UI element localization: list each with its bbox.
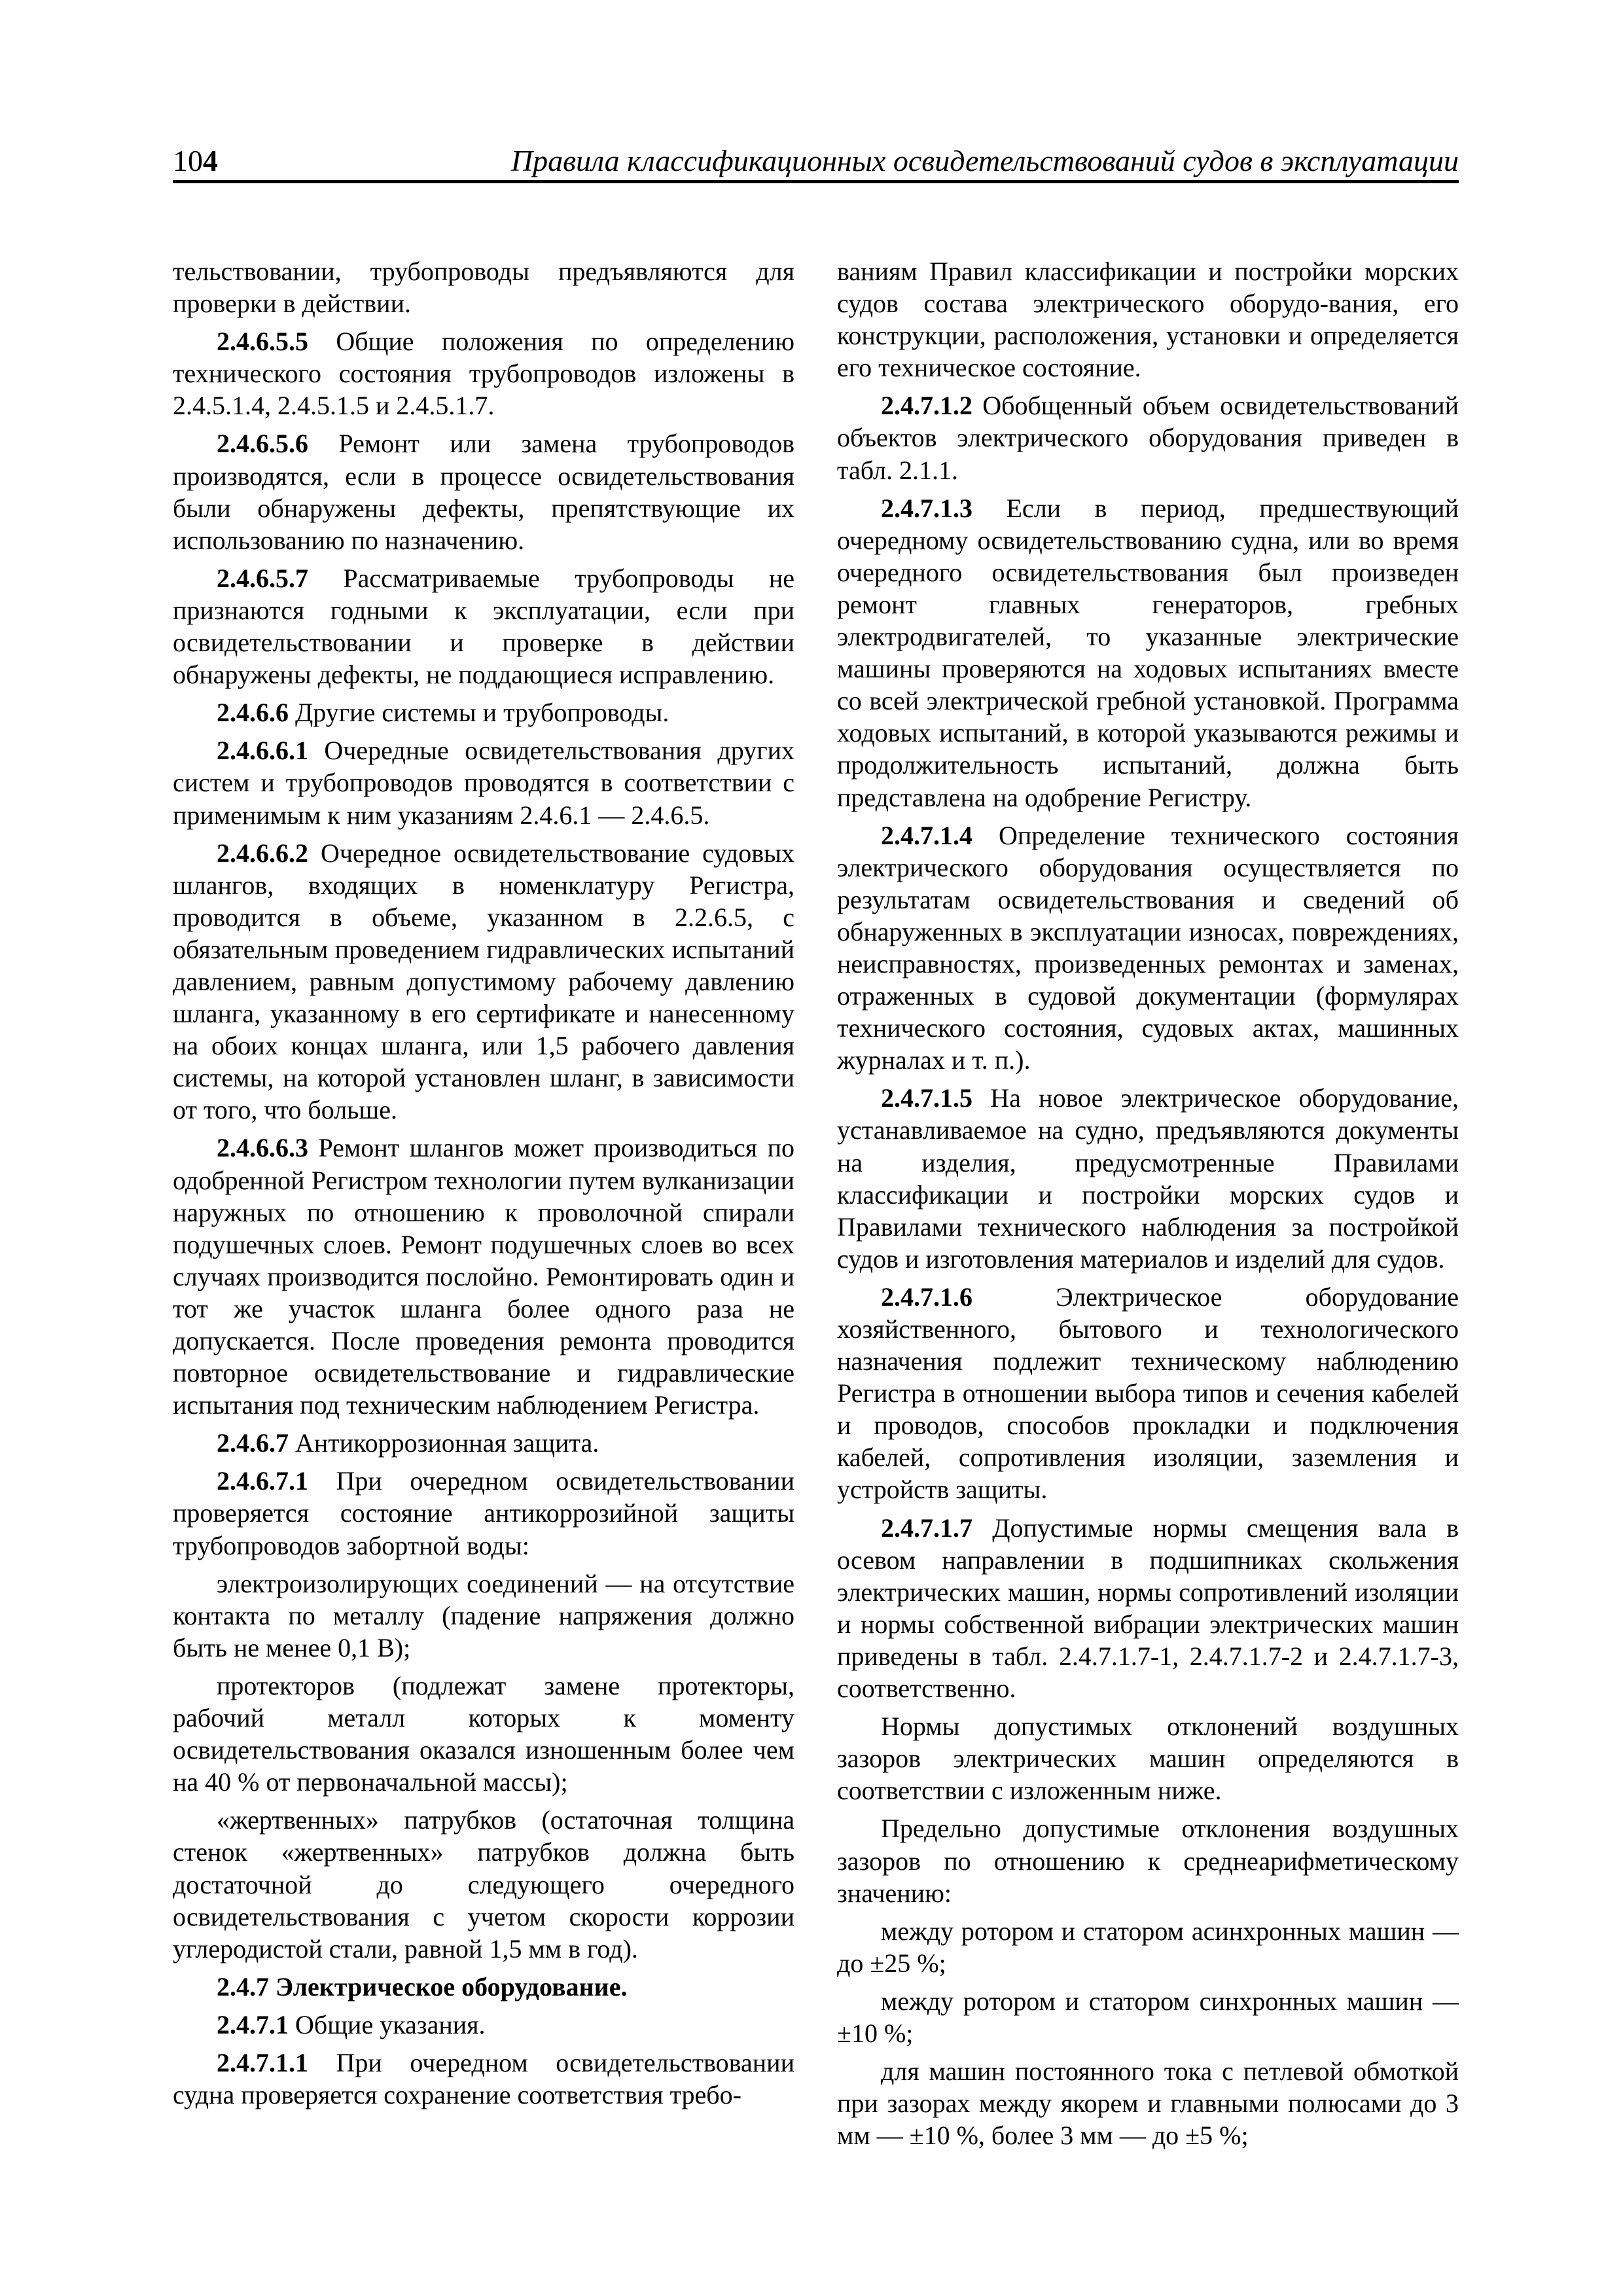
clause-number: 2.4.7.1.4 [881,820,972,850]
clause-number: 2.4.7.1.7 [881,1513,972,1543]
clause-number: 2.4.6.6.3 [217,1133,308,1163]
clause-number: 2.4.6.6.1 [217,736,308,766]
paragraph: 2.4.6.6.3 Ремонт шлангов может производиться по одобренной Регистром технологии путем вулканизации наружных по отношению к проволочной спирали подушечных слоев. Ремонт подушечных слоев во всех случаях производится послойно. Ремонтировать один и тот же участок шланга более одного раза не допускается. После проведения ремонта проводится повторное освидетельствование и гидравлические испытания под техническим наблюдением Регистра. [173,1133,794,1420]
paragraph: Предельно допустимые отклонения воздушных зазоров по отношению к среднеарифметическому значению: [837,1814,1459,1908]
list-item: для машин постоянного тока с петлевой обмоткой при зазорах между якорем и главными полюсами до 3 мм — ±10 %, более 3 мм — до ±5 %; [837,2056,1459,2151]
clause-number: 2.4.7.1 [217,2009,289,2039]
clause-number: 2.4.6.7 [217,1428,289,1458]
paragraph: Нормы допустимых отклонений воздушных зазоров электрических машин определяются в соответствии с изложенным ниже. [837,1712,1459,1806]
left-column [173,255,794,2111]
paragraph: 2.4.6.7.1 При очередном освидетельствовании проверяется состояние антикоррозийной защиты трубопроводов забортной воды: [173,1466,794,1560]
paragraph: 2.4.6.6 Другие системы и трубопроводы. [217,698,669,728]
paragraph: 2.4.6.7 Антикоррозионная защита. [217,1428,599,1458]
paragraph: тельствовании, трубопроводы предъявляются для проверки в действии. [173,257,794,319]
clause-number: 2.4.7.1.6 [881,1282,972,1312]
list-item: между ротором и статором асинхронных машин — до ±25 %; [837,1916,1459,1978]
clause-number: 2.4.7.1.1 [217,2047,308,2077]
paragraph: 2.4.6.6.1 Очередные освидетельствования других систем и трубопроводов проводятся в соответствии с применимым к ним указаниям 2.4.6.1 — 2.4.6.5. [173,736,794,830]
section-heading: 2.4.7 Электрическое оборудование. [217,1971,628,2001]
paragraph: 2.4.7.1.5 На новое электрическое оборудование, устанавливаемое на судно, предъявляются документы на изделия, предусмотренные Правилами классификации и постройки морских судов и Правилами технического наблюдения за постройкой судов и изготовления материалов и изделий для судов. [837,1083,1459,1274]
page-number: 104 [173,144,218,177]
paragraph: 2.4.7.1.4 Определение технического состояния электрического оборудования осуществляется по результатам освидетельствования и сведений об обнаруженных в эксплуатации износах, повреждениях, неисправностях, произведенных ремонтах и заменах, отраженных в судовой документации (формулярах технического состояния, судовых актах, машинных журналах и т. п.). [837,820,1459,1075]
running-title: Правила классификационных освидетельствований судов в эксплуатации [510,144,1459,177]
page-header [173,134,1459,183]
clause-number: 2.4.7.1.3 [881,493,972,523]
clause-number: 2.4.6.5.6 [217,429,308,459]
paragraph: 2.4.7.1.2 Обобщенный объем освидетельствований объектов электрического оборудования приведен в табл. 2.1.1. [837,391,1459,485]
clause-number: 2.4.6.6.2 [217,838,308,868]
paragraph: 2.4.6.5.7 Рассматриваемые трубопроводы не признаются годными к эксплуатации, если при освидетельствовании и проверке в действии обнаружены дефекты, не поддающиеся исправлению. [173,563,794,690]
paragraph: 2.4.7.1.3 Если в период, предшествующий очередному освидетельствованию судна, или во время очередного освидетельствования был произведен ремонт главных генераторов, гребных электродвигателей, то указанные электрические машины проверяются на ходовых испытаниях вместе со всей электрической гребной установкой. Программа ходовых испытаний, в которой указываются режимы и продолжительность испытаний, должна быть представлена на одобрение Регистру. [837,493,1459,812]
paragraph: 2.4.6.5.5 Общие положения по определению технического состояния трубопроводов изложены в 2.4.5.1.4, 2.4.5.1.5 и 2.4.5.1.7. [173,327,794,421]
clause-number: 2.4.7.1.5 [881,1083,972,1113]
clause-number: 2.4.6.5.5 [217,327,308,357]
clause-number: 2.4.7.1.2 [881,391,972,421]
clause-number: 2.4.6.5.7 [217,563,308,593]
clause-number: 2.4.6.6 [217,698,289,728]
clause-number: 2.4.6.7.1 [217,1466,308,1496]
paragraph: 2.4.6.5.6 Ремонт или замена трубопроводов производятся, если в процессе освидетельствования были обнаружены дефекты, препятствующие их использованию по назначению. [173,429,794,555]
paragraph: ваниям Правил классификации и постройки морских судов состава электрического оборудо-вания, его конструкции, расположения, установки и определяется его техническое состояние. [837,257,1459,383]
right-column [837,255,1459,2151]
paragraph: 2.4.7.1 Общие указания. [217,2009,486,2039]
paragraph: 2.4.6.6.2 Очередное освидетельствование судовых шлангов, входящих в номенклатуру Регистра, проводится в объеме, указанном в 2.2.6.5, с обязательным проведением гидравлических испытаний давлением, равным допустимому рабочему давлению шланга, указанному в его сертификате и нанесенному на обоих концах шланга, или 1,5 рабочего давления системы, на которой установлен шланг, в зависимости от того, что больше. [173,838,794,1125]
list-item: протекторов (подлежат замене протекторы, рабочий металл которых к моменту освидетельствования оказался изношенным более чем на 40 % от первоначальной массы); [173,1670,794,1797]
paragraph: 2.4.7.1.6 Электрическое оборудование хозяйственного, бытового и технологического назначения подлежит техническому наблюдению Регистра в отношении выбора типов и сечения кабелей и проводов, способов прокладки и подключения кабелей, сопротивления изоляции, заземления и устройств защиты. [837,1282,1459,1505]
list-item: «жертвенных» патрубков (остаточная толщина стенок «жертвенных» патрубков должна быть достаточной до следующего очередного освидетельствования с учетом скорости коррозии углеродистой стали, равной 1,5 мм в год). [173,1805,794,1964]
paragraph: 2.4.7.1.7 Допустимые нормы смещения вала в осевом направлении в подшипниках скольжения электрических машин, нормы сопротивлений изоляции и нормы собственной вибрации электрических машин приведены в табл. 2.4.7.1.7-1, 2.4.7.1.7-2 и 2.4.7.1.7-3, соответственно. [837,1513,1459,1704]
paragraph: 2.4.7.1.1 При очередном освидетельствовании судна проверяется сохранение соответствия требо- [173,2047,794,2110]
list-item: электроизолирующих соединений — на отсутствие контакта по металлу (падение напряжения должно быть не менее 0,1 В); [173,1568,794,1662]
list-item: между ротором и статором синхронных машин — ±10 %; [837,1986,1459,2048]
